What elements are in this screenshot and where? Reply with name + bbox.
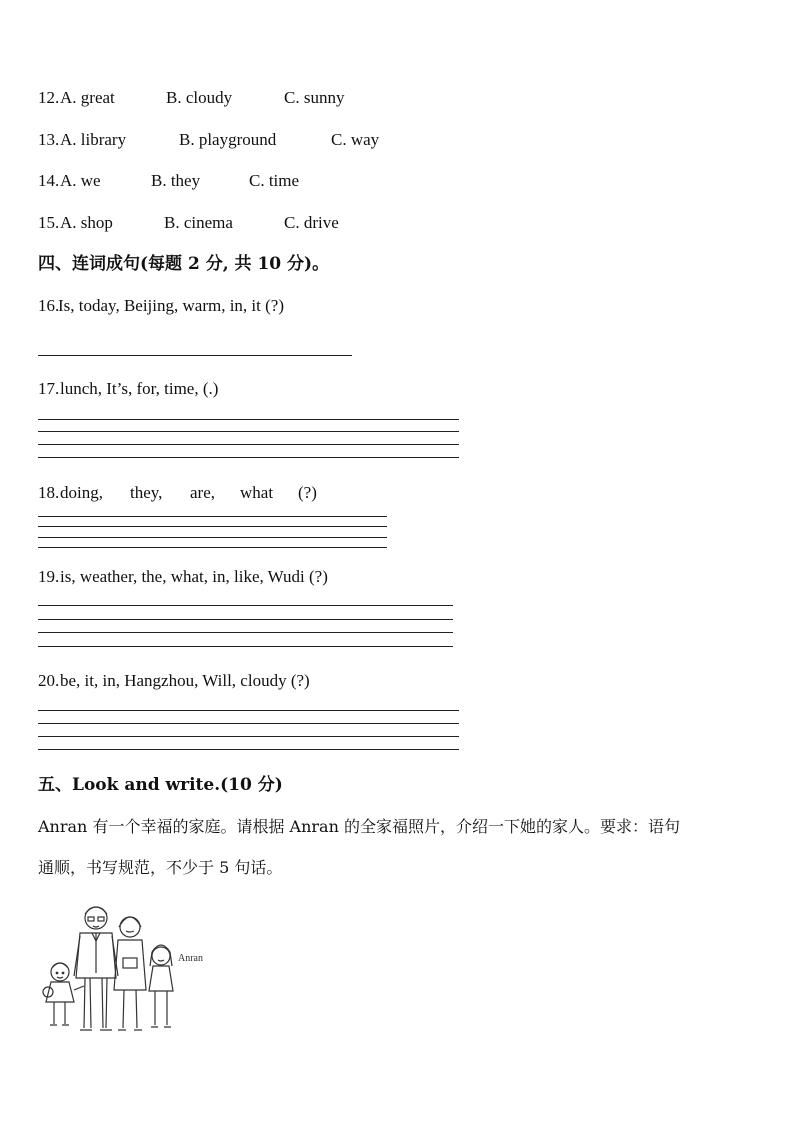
item-number: 18. xyxy=(38,483,60,502)
father-figure xyxy=(74,907,118,1030)
section-4-title: 四、连词成句(每题 2 分, 共 10 分)。 xyxy=(38,254,330,274)
item-number: 19. xyxy=(38,567,60,586)
option-b: B. cinema xyxy=(164,213,233,232)
family-illustration xyxy=(38,900,218,1040)
option-a: A. library xyxy=(60,130,127,149)
option-c: C. drive xyxy=(284,213,339,232)
answer-line[interactable] xyxy=(38,632,453,633)
answer-line[interactable] xyxy=(38,619,453,620)
item-number: 20. xyxy=(38,671,60,690)
item-word: what xyxy=(240,483,274,502)
question-number: 12. xyxy=(38,88,60,107)
answer-line[interactable] xyxy=(38,537,387,538)
answer-line[interactable] xyxy=(38,736,459,737)
item-word: are, xyxy=(190,483,216,502)
option-b: B. playground xyxy=(179,130,277,149)
anran-label: Anran xyxy=(178,953,203,964)
answer-line[interactable] xyxy=(38,419,459,420)
answer-line[interactable] xyxy=(38,516,387,517)
answer-line[interactable] xyxy=(38,710,459,711)
option-b: B. they xyxy=(151,171,201,190)
answer-line[interactable] xyxy=(38,526,387,527)
answer-line[interactable] xyxy=(38,547,387,548)
item-word: (?) xyxy=(298,483,317,502)
mother-figure xyxy=(114,917,146,1030)
option-b: B. cloudy xyxy=(166,88,233,107)
item-word: they, xyxy=(130,483,163,502)
child-figure xyxy=(43,963,84,1025)
section-5-instructions-line-1: Anran 有一个幸福的家庭。请根据 Anran 的全家福照片，介绍一下她的家人。要求：语句 xyxy=(38,817,680,836)
section-5-title: 五、Look and write.(10 分) xyxy=(38,775,283,795)
question-number: 15. xyxy=(38,213,60,232)
option-c: C. time xyxy=(249,171,300,190)
answer-line[interactable] xyxy=(38,749,459,750)
answer-line[interactable] xyxy=(38,723,459,724)
option-c: C. way xyxy=(331,130,380,149)
question-number: 14. xyxy=(38,171,60,190)
section-5-instructions-line-2: 通顺，书写规范，不少于 5 句话。 xyxy=(38,858,283,877)
option-a: A. we xyxy=(60,171,101,190)
question-number: 13. xyxy=(38,130,60,149)
option-a: A. great xyxy=(60,88,115,107)
answer-line[interactable] xyxy=(38,457,459,458)
answer-line[interactable] xyxy=(38,355,352,356)
item-words: is, weather, the, what, in, like, Wudi (?) xyxy=(60,567,328,586)
item-words: be, it, in, Hangzhou, Will, cloudy (?) xyxy=(60,671,310,690)
option-a: A. shop xyxy=(60,213,113,232)
item-word: doing, xyxy=(60,483,103,502)
item-words: lunch, It’s, for, time, (.) xyxy=(60,379,219,398)
answer-line[interactable] xyxy=(38,605,453,606)
answer-line[interactable] xyxy=(38,646,453,647)
answer-line[interactable] xyxy=(38,444,459,445)
answer-line[interactable] xyxy=(38,431,459,432)
item-number: 16. xyxy=(38,296,60,315)
item-words: Is, today, Beijing, warm, in, it (?) xyxy=(58,296,284,315)
item-number: 17. xyxy=(38,379,60,398)
anran-figure xyxy=(149,945,173,1027)
option-c: C. sunny xyxy=(284,88,345,107)
